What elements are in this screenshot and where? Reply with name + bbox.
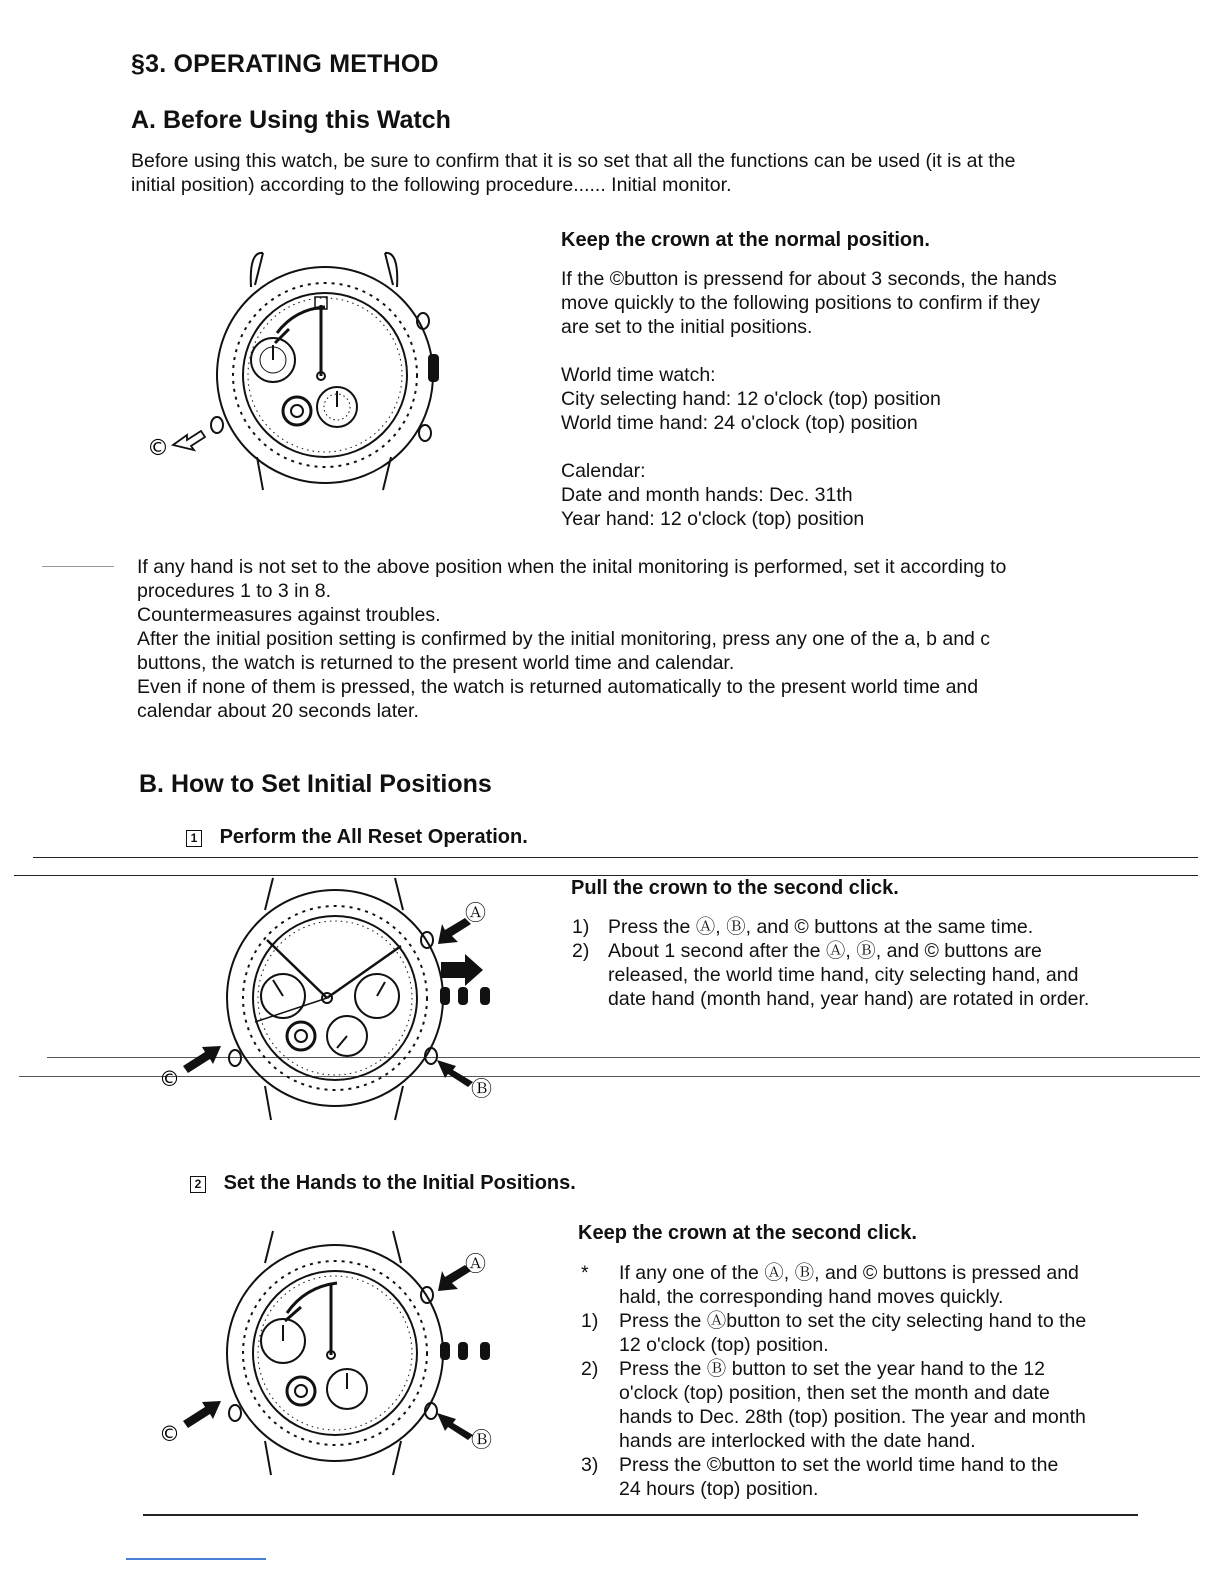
button-a-label: Ⓐ — [465, 901, 486, 925]
item-text: hald, the corresponding hand moves quickly. — [619, 1286, 1004, 1308]
note-line: calendar about 20 seconds later. — [137, 700, 419, 722]
footer-mark — [126, 1558, 266, 1560]
watch-illustration-set-hands — [155, 1225, 515, 1485]
button-b-label: Ⓑ — [471, 1077, 492, 1101]
step2-title: Set the Hands to the Initial Positions. — [223, 1172, 576, 1194]
divider — [33, 857, 1198, 858]
crown-second-click-title: Keep the crown at the second click. — [578, 1222, 917, 1244]
item-text: date hand (month hand, year hand) are rotated in order. — [608, 988, 1090, 1010]
watch-drawing — [227, 878, 489, 1120]
instruction-line: move quickly to the following positions to confirm if they — [561, 292, 1041, 314]
intro-line: initial position) according to the following procedure...... Initial monitor. — [131, 174, 732, 196]
item-text: released, the world time hand, city selecting hand, and — [608, 964, 1079, 986]
item-number: 1) — [572, 916, 590, 938]
list-item — [572, 915, 1132, 939]
world-time-line: World time hand: 24 o'clock (top) position — [561, 412, 918, 434]
initial-monitor-text — [561, 267, 1121, 531]
button-c-label: © — [159, 1067, 180, 1091]
item-number: 1) — [581, 1310, 599, 1332]
item-text: Press the Ⓐ, Ⓑ, and © buttons at the same time. — [608, 916, 1034, 938]
step-number-box: 1 — [186, 830, 202, 847]
arrow-icon — [437, 1060, 473, 1087]
arrow-icon — [183, 1046, 221, 1073]
all-reset-steps — [572, 915, 1132, 1011]
item-text: hands are interlocked with the date hand. — [619, 1430, 976, 1452]
note-line: procedures 1 to 3 in 8. — [137, 580, 332, 602]
section-a-notes — [137, 555, 1137, 723]
item-text: o'clock (top) position, then set the month and date — [619, 1382, 1050, 1404]
instruction-line: are set to the initial positions. — [561, 316, 813, 338]
set-hands-steps — [578, 1261, 1138, 1501]
item-text: If any one of the Ⓐ, Ⓑ, and © buttons is pressed and — [619, 1262, 1079, 1284]
margin-mark — [42, 566, 114, 567]
item-number: 2) — [581, 1358, 599, 1380]
crown-normal-title: Keep the crown at the normal position. — [561, 229, 930, 251]
watch-drawing — [227, 1231, 489, 1475]
step1-heading — [186, 826, 528, 849]
world-time-heading: World time watch: — [561, 364, 716, 386]
item-text: Press the ©button to set the world time hand to the — [619, 1454, 1059, 1476]
item-text: About 1 second after the Ⓐ, Ⓑ, and © buttons are — [608, 940, 1042, 962]
item-number: 3) — [581, 1454, 599, 1476]
item-text: 12 o'clock (top) position. — [619, 1334, 829, 1356]
step1-title: Perform the All Reset Operation. — [219, 826, 528, 848]
calendar-line: Date and month hands: Dec. 31th — [561, 484, 853, 506]
item-text: Press the Ⓑ button to set the year hand to the 12 — [619, 1358, 1046, 1380]
item-text: 24 hours (top) position. — [619, 1478, 819, 1500]
button-c-label: © — [159, 1422, 180, 1446]
section-title: §3. OPERATING METHOD — [131, 50, 439, 78]
list-item — [578, 1261, 1138, 1309]
list-item — [578, 1357, 1138, 1453]
step2-heading — [190, 1172, 576, 1195]
world-time-line: City selecting hand: 12 o'clock (top) position — [561, 388, 941, 410]
arrow-icon — [173, 431, 205, 450]
note-line: After the initial position setting is confirmed by the initial monitoring, press any one of the a, b and c — [137, 628, 991, 650]
button-b-label: Ⓑ — [471, 1428, 492, 1452]
intro-line: Before using this watch, be sure to confirm that it is so set that all the functions can be used (it is at the — [131, 150, 1016, 172]
note-line: Countermeasures against troubles. — [137, 604, 441, 626]
calendar-heading: Calendar: — [561, 460, 646, 482]
item-text: Press the Ⓐbutton to set the city selecting hand to the — [619, 1310, 1087, 1332]
note-line: buttons, the watch is returned to the present world time and calendar. — [137, 652, 735, 674]
watch-illustration-all-reset — [155, 870, 515, 1130]
note-line: Even if none of them is pressed, the watch is returned automatically to the present world time and — [137, 676, 979, 698]
section-b-title: B. How to Set Initial Positions — [139, 770, 492, 798]
section-a-title: A. Before Using this Watch — [131, 106, 451, 134]
arrow-icon — [437, 1413, 473, 1440]
item-number: * — [581, 1262, 589, 1284]
bottom-divider — [143, 1514, 1138, 1516]
note-line: If any hand is not set to the above position when the inital monitoring is performed, set it according to — [137, 556, 1007, 578]
button-a-label: Ⓐ — [465, 1252, 486, 1276]
item-number: 2) — [572, 940, 590, 962]
list-item — [572, 939, 1132, 1011]
section-a-intro — [131, 149, 1131, 197]
item-text: hands to Dec. 28th (top) position. The year and month — [619, 1406, 1086, 1428]
watch-illustration-initial-monitor — [145, 245, 445, 515]
list-item — [578, 1309, 1138, 1357]
crown-second-click-title: Pull the crown to the second click. — [571, 877, 899, 899]
arrow-icon — [441, 954, 483, 986]
callout-c-label: © — [147, 436, 169, 461]
list-item — [578, 1453, 1138, 1501]
calendar-line: Year hand: 12 o'clock (top) position — [561, 508, 865, 530]
arrow-icon — [183, 1401, 221, 1428]
instruction-line: If the ©button is pressend for about 3 seconds, the hands — [561, 268, 1057, 290]
step-number-box: 2 — [190, 1176, 206, 1193]
watch-drawing — [211, 253, 438, 490]
